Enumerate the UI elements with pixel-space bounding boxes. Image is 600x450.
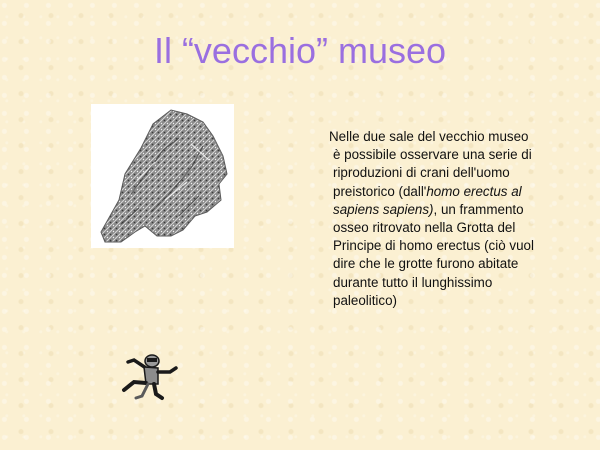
description-line [322, 183, 572, 201]
description-italic-text: homo erectus al [426, 183, 522, 199]
dancing-figure-icon[interactable] [118, 350, 180, 402]
description-text: osseo ritrovato nella Grotta del [333, 220, 516, 236]
description-line [322, 146, 572, 164]
description-line [322, 219, 572, 237]
slide-title: Il “vecchio” museo [153, 30, 447, 71]
description-text: preistorico (dall' [333, 183, 427, 199]
description-text: è possibile osservare una serie di [333, 147, 532, 163]
description-text: , un frammento [433, 201, 524, 217]
description-line [322, 274, 572, 292]
description-text: Nelle due sale del vecchio museo [329, 129, 529, 144]
skull-fragment-icon [91, 104, 234, 248]
description-text: riproduzioni di crani dell'uomo [333, 165, 510, 181]
skull-fragment-image [91, 104, 234, 248]
description-text: dire che le grotte furono abitate [333, 256, 519, 272]
description-italic-text: sapiens sapiens) [333, 201, 434, 217]
description-text: durante tutto il lunghissimo [333, 274, 493, 290]
description-line [322, 237, 572, 255]
description-text: paleolitico) [333, 292, 398, 308]
description-text: Principe di homo erectus (ciò vuol [333, 238, 534, 254]
museum-description [322, 128, 572, 310]
description-line [322, 128, 572, 146]
description-line [322, 255, 572, 273]
description-line [322, 164, 572, 182]
description-line [322, 201, 572, 219]
description-line [322, 292, 572, 310]
